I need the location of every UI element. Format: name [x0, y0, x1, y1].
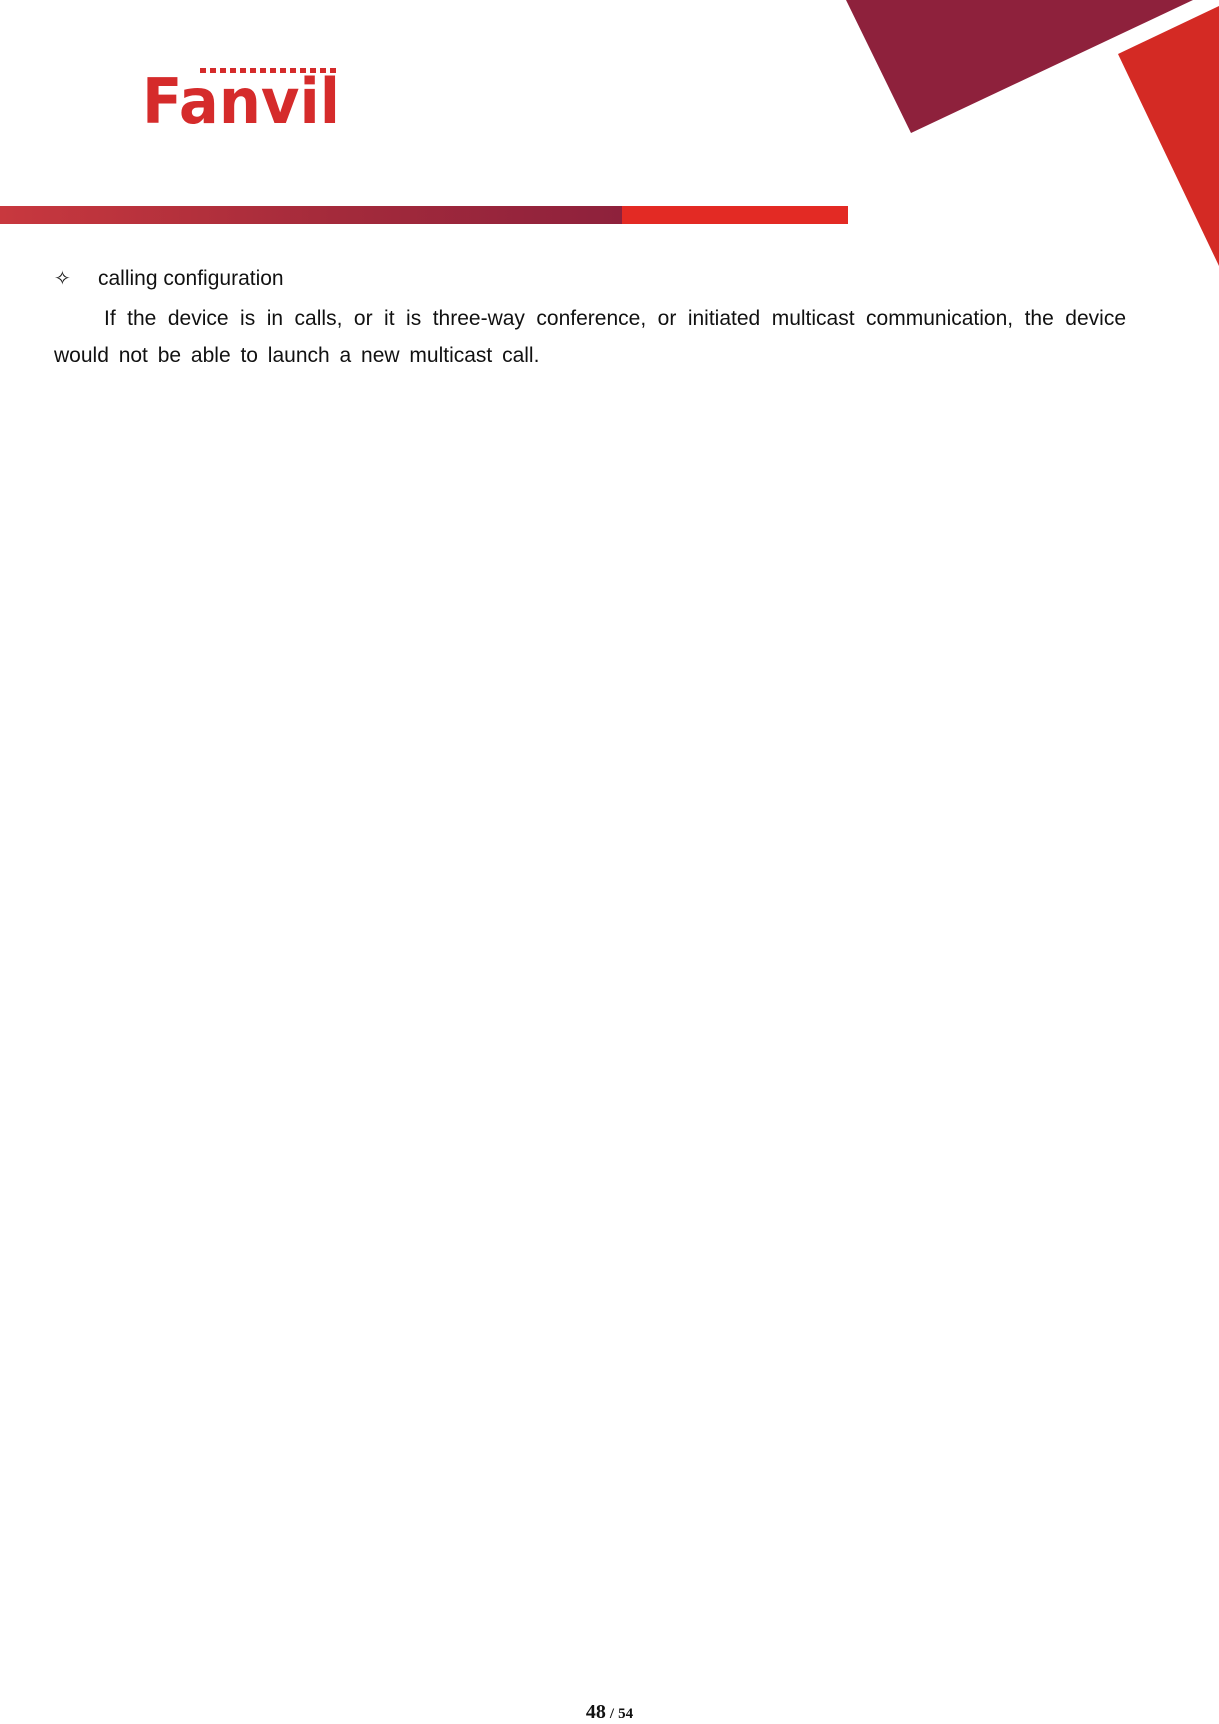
section-title: calling configuration [98, 267, 284, 290]
brand-logo [142, 68, 342, 128]
page-current: 48 [585, 1701, 606, 1723]
page-total: 54 [618, 1706, 634, 1722]
main-content [54, 262, 1126, 395]
header-bar-gradient-segment [0, 206, 622, 224]
star-outline-icon: ✧ [54, 268, 71, 290]
header-divider-bar [0, 206, 848, 224]
section-bullet [54, 262, 1126, 296]
body-paragraph: If the device is in calls, or it is three-way conference, or initiated multicast communication, the device would not be able to launch a new multicast call. [54, 307, 1126, 367]
header-decoration [0, 0, 1219, 270]
logo-wordmark: Fanvil [142, 68, 340, 128]
red-corner-shape [1118, 6, 1219, 266]
page-separator: / [609, 1706, 615, 1722]
header-bar-red-segment [622, 206, 848, 224]
page-number [0, 1701, 1219, 1724]
fanvil-logo-icon [142, 68, 342, 128]
